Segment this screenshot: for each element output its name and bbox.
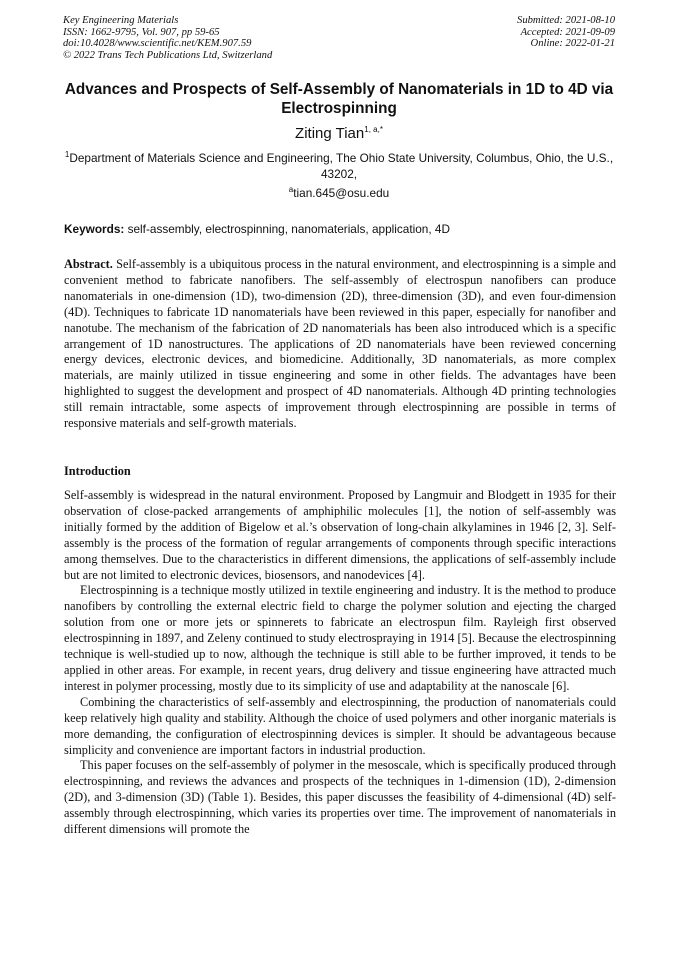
accepted-date: Accepted: 2021-09-09 [520,26,615,38]
journal-header [63,15,272,61]
abstract-text: Self-assembly is a ubiquitous process in the natural environment, and electrospinning is a simple and convenient method to fabricate nanofibers. The self-assembly of electrospun nanofibers can produce nanomaterials in one-dimension (1D), two-dimension (2D), three-dimension (3D), and even four-dimension (4D). Techniques to fabricate 1D nanomaterials have been reviewed in this paper, especially for nanofiber and nanotube. The mechanism of the fabrication of 2D nanomaterials has been also introduced which is a specific arrangement of 1D nanostructures. The applications of 2D nanomaterials have been reviewed concerning energy devices, electronic devices, and biomedicine. Additionally, 3D nanomaterials, as more complex materials, are mainly utilized in tissue engineering and some in other fields. The advantages have been highlighted to suggest the development and prospect of 4D nanomaterials. Although 4D printing technologies still remain intractable, some aspects of improvement through electrospinning are possible in terms of responsive materials and self-growth materials. [64,257,616,431]
journal-issn: ISSN: 1662-9795, Vol. 907, pp 59-65 [63,26,220,38]
paragraph: Self-assembly is widespread in the natural environment. Proposed by Langmuir and Blodgett in 1935 for their observation of close-packed arrangements of amphiphilic molecules [1], the notion of self-assembly was initially formed by the addition of Bigelow et al.’s observation of long-chain alkylamines in 1946 [2, 3]. Self-assembly is the process of the formation of regular arrangements of components through specific interactions among themselves. Due to the characteristics in different dimensions, the applications of self-assembly include but are not limited to electronic devices, biosensors, and nanodevices [4]. [64,488,616,582]
paragraph: Electrospinning is a technique mostly utilized in textile engineering and industry. It is the method to produce nanofibers by controlling the external electric field to charge the polymer solution and ejecting the charged solution from one or more jets or spinnerets to fabricate an electrospun film. Rayleigh first observed electrospinning in 1897, and Zeleny continued to study electrospraying in 1914 [5]. Because the electrospinning technique is well-studied up to now, although the technique is still able to be further improved, it tends to be applied in other areas. For example, in recent years, drug delivery and tissue engineering have attracted much interest in polymer processing, mostly due to its simplicity of use and adaptability at the nanoscale [6]. [64,583,616,693]
keywords-text: self-assembly, electrospinning, nanomaterials, application, 4D [127,222,450,236]
keywords-label: Keywords: [64,222,125,236]
submitted-date: Submitted: 2021-08-10 [517,15,615,26]
abstract-label: Abstract. [64,257,113,271]
author-name: Ziting Tian [295,125,365,142]
journal-doi[interactable]: doi:10.4028/www.scientific.net/KEM.907.59 [63,38,252,50]
author-line [0,125,678,143]
journal-copyright: © 2022 Trans Tech Publications Ltd, Switzerland [63,49,273,61]
author-marks: 1, a,* [364,125,383,134]
submission-dates [517,15,615,50]
affiliation-mark: 1 [64,150,70,160]
online-date: Online: 2022-01-21 [530,38,615,50]
paper-title: Advances and Prospects of Self-Assembly of Nanomaterials in 1D to 4D via Electrospinning [64,81,614,117]
email-address[interactable]: tian.645@osu.edu [293,186,390,200]
keywords [64,222,616,236]
affiliation-text: Department of Materials Science and Engineering, The Ohio State University, Columbus, Ohio, the U.S., 43202, [69,151,614,181]
section-heading-introduction: Introduction [64,464,131,478]
journal-name: Key Engineering Materials [63,15,179,26]
paragraph: This paper focuses on the self-assembly of polymer in the mesoscale, which is specifically produced through electrospinning, and reviews the advances and prospects of the techniques in 1-dimension (1D), 2-dimension (2D), and 3-dimension (3D) (Table 1). Besides, this paper discusses the feasibility of 4-dimensional (4D) self-assembly through electrospinning, which varies its properties over time. The improvement of nanomaterials in different dimensions will promote the [64,758,616,837]
email-mark: a [288,185,294,195]
affiliation [60,150,618,182]
email-line [0,186,678,200]
paragraph: Combining the characteristics of self-assembly and electrospinning, the production of nanomaterials could keep relatively high quality and stability. Although the choice of used polymers and other inorganic materials is more demanding, the configuration of electrospinning devices is simpler. It should be advantageous because simplicity and convenience are important factors in industrial production. [64,694,616,757]
abstract [64,257,616,432]
introduction-body [64,488,616,838]
